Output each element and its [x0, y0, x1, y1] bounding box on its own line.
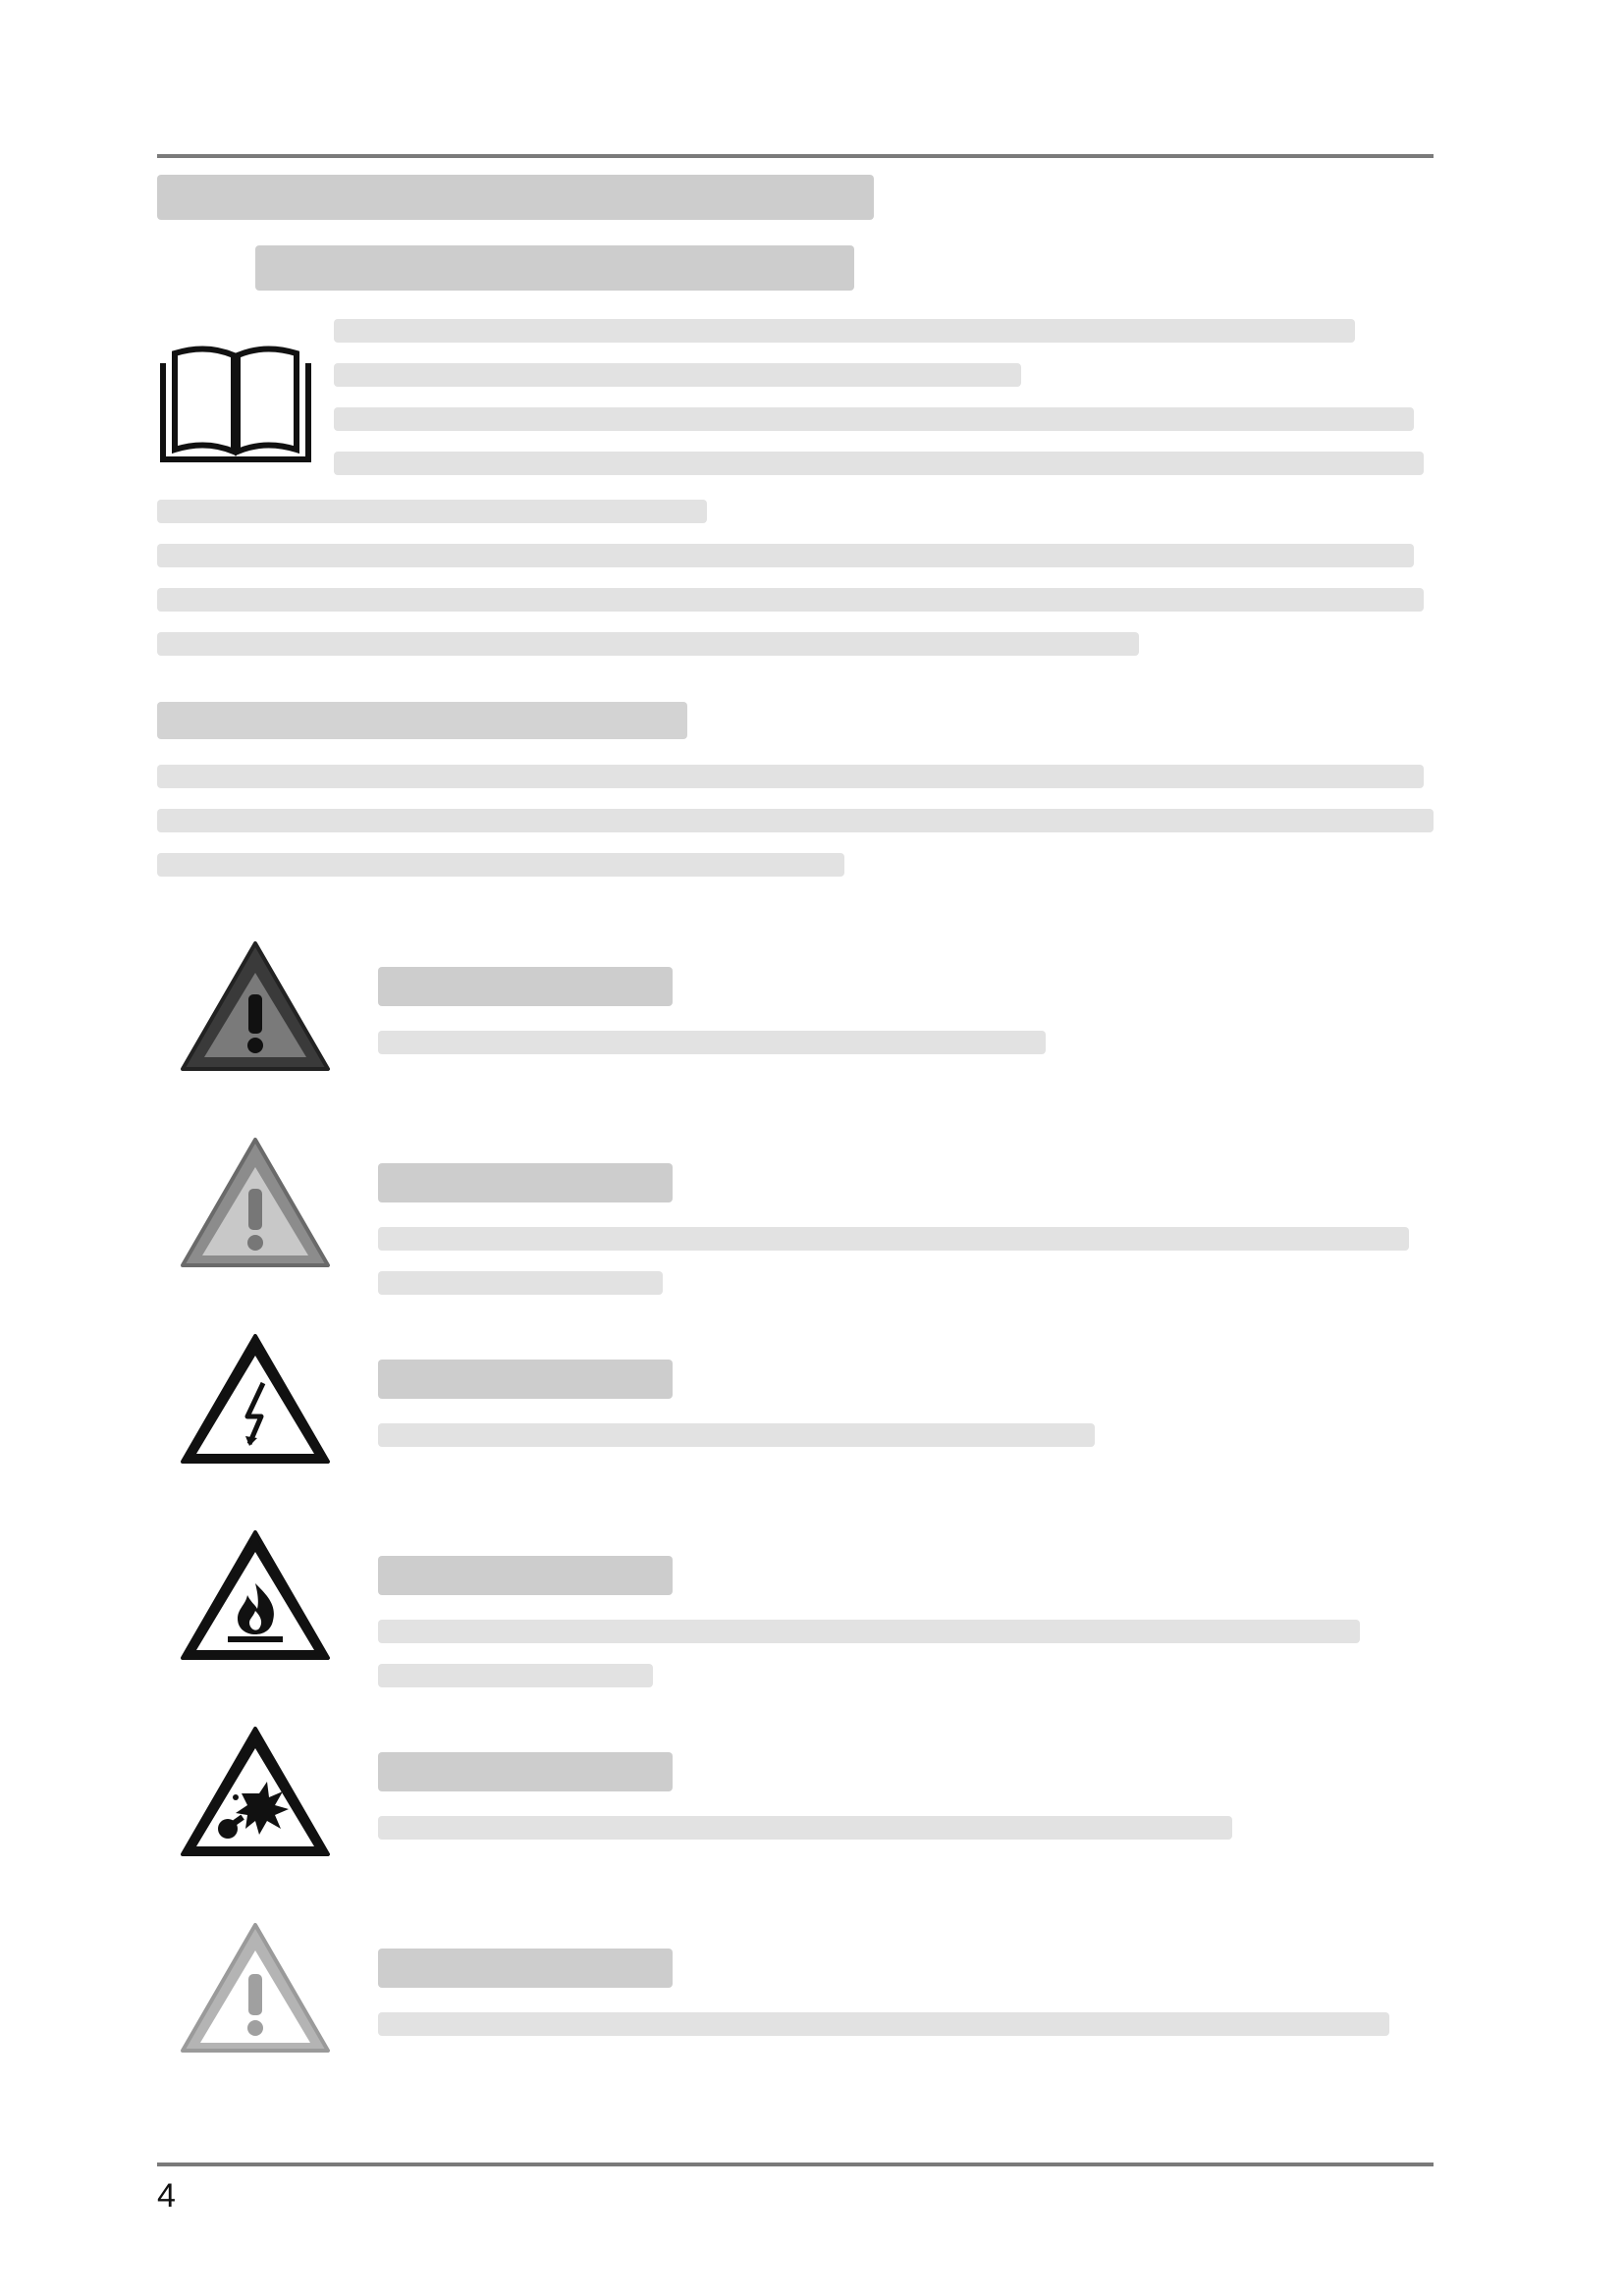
caution-triangle-icon [177, 1919, 334, 2056]
warning-generic [157, 1134, 1434, 1281]
page-number: 4 [157, 2177, 176, 2215]
flammable-icon [177, 1526, 334, 1664]
warning-explosive [157, 1723, 1434, 1870]
explosive-icon [177, 1723, 334, 1860]
intro-placeholder-1 [334, 319, 1434, 496]
intro-text-placeholder [157, 175, 1434, 316]
section-placeholder [157, 702, 1434, 897]
warning-triangle-icon [177, 1134, 334, 1271]
intro-placeholder-2 [157, 500, 1434, 676]
bottom-rule [157, 2163, 1434, 2166]
warning-danger [157, 937, 1434, 1085]
electric-shock-icon [177, 1330, 334, 1468]
warning-electric [157, 1330, 1434, 1477]
book-icon [157, 334, 314, 471]
warning-fire [157, 1526, 1434, 1674]
warning-caution [157, 1919, 1434, 2066]
top-rule [157, 154, 1434, 158]
danger-triangle-icon [177, 937, 334, 1075]
